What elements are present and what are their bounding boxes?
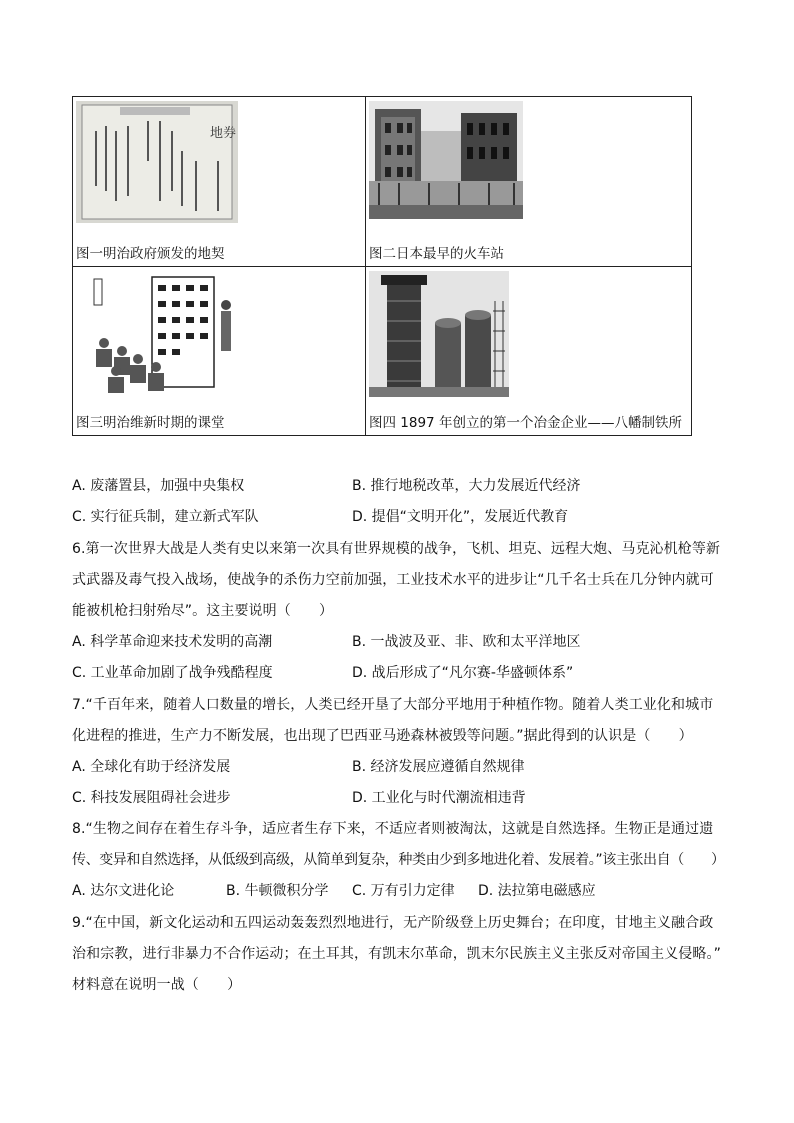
figure-cell-3 [73,266,366,436]
q6-stem-line-3: 能被机枪扫射殆尽”。这主要说明（ ） [72,603,334,619]
q9-stem-line-3: 材料意在说明一战（ ） [72,977,242,993]
classroom-image [76,271,236,399]
q7-option-a: A. 全球化有助于经济发展 [72,759,231,775]
q8-stem-line-1: 8.“生物之间存在着生存斗争，适应者生存下来，不适应者则被淘汰，这就是自然选择。生物正是通过遗 [72,821,714,837]
steelworks-image [369,271,509,397]
q8-option-a: A. 达尔文进化论 [72,883,175,899]
q6-stem-line-1: 6.第一次世界大战是人类有史以来第一次具有世界规模的战争，飞机、坦克、远程大炮、马克沁机枪等新 [72,541,721,557]
svg-text:地券: 地券 [210,126,237,141]
q6-stem-line-2: 式武器及毒气投入战场，使战争的杀伤力空前加强，工业技术水平的进步让“几千名士兵在几分钟内就可 [72,572,714,588]
q6-option-c: C. 工业革命加剧了战争残酷程度 [72,665,273,681]
q5-option-c: C. 实行征兵制，建立新式军队 [72,509,259,525]
land-deed-image [76,101,238,223]
figure-cell-4 [366,266,692,436]
train-station-image [369,101,523,219]
q6-option-b: B. 一战波及亚、非、欧和太平洋地区 [352,634,581,650]
q8-option-c: C. 万有引力定律 [352,883,455,899]
q9-stem-line-1: 9.“在中国，新文化运动和五四运动轰轰烈烈地进行，无产阶级登上历史舞台；在印度，甘地主义融合政 [72,915,714,931]
figure-cell-2 [366,97,692,267]
q8-option-d: D. 法拉第电磁感应 [478,883,596,899]
figure-caption-4: 图四 1897 年创立的第一个冶金企业——八幡制铁所 [369,415,682,431]
q5-option-a: A. 废藩置县，加强中央集权 [72,478,245,494]
q6-option-d: D. 战后形成了“凡尔赛-华盛顿体系” [352,665,574,681]
q7-option-b: B. 经济发展应遵循自然规律 [352,759,525,775]
figure-caption-2: 图二日本最早的火车站 [369,245,504,262]
figure-cell-1 [73,97,366,267]
figure-table [72,96,692,436]
q5-option-d: D. 提倡“文明开化”，发展近代教育 [352,509,569,525]
figure-caption-3: 图三明治维新时期的课堂 [76,415,225,431]
q9-stem-line-2: 治和宗教，进行非暴力不合作运动；在土耳其，有凯末尔革命，凯末尔民族主义主张反对帝国主义侵略。” [72,946,721,962]
q5-option-b: B. 推行地税改革，大力发展近代经济 [352,478,581,494]
q7-option-d: D. 工业化与时代潮流相违背 [352,790,526,806]
q8-stem-line-2: 传、变异和自然选择，从低级到高级，从简单到复杂，种类由少到多地进化着、发展着。”该主张出自（ ） [72,852,725,868]
q6-option-a: A. 科学革命迎来技术发明的高潮 [72,634,273,650]
q7-option-c: C. 科技发展阻碍社会进步 [72,790,231,806]
q7-stem-line-2: 化进程的推进，生产力不断发展，也出现了巴西亚马逊森林被毁等问题。”据此得到的认识是（ ） [72,728,693,744]
figure-caption-1: 图一明治政府颁发的地契 [76,245,225,262]
q8-option-b: B. 牛顿微积分学 [226,883,329,899]
q7-stem-line-1: 7.“千百年来，随着人口数量的增长，人类已经开垦了大部分平地用于种植作物。随着人类工业化和城市 [72,697,714,713]
